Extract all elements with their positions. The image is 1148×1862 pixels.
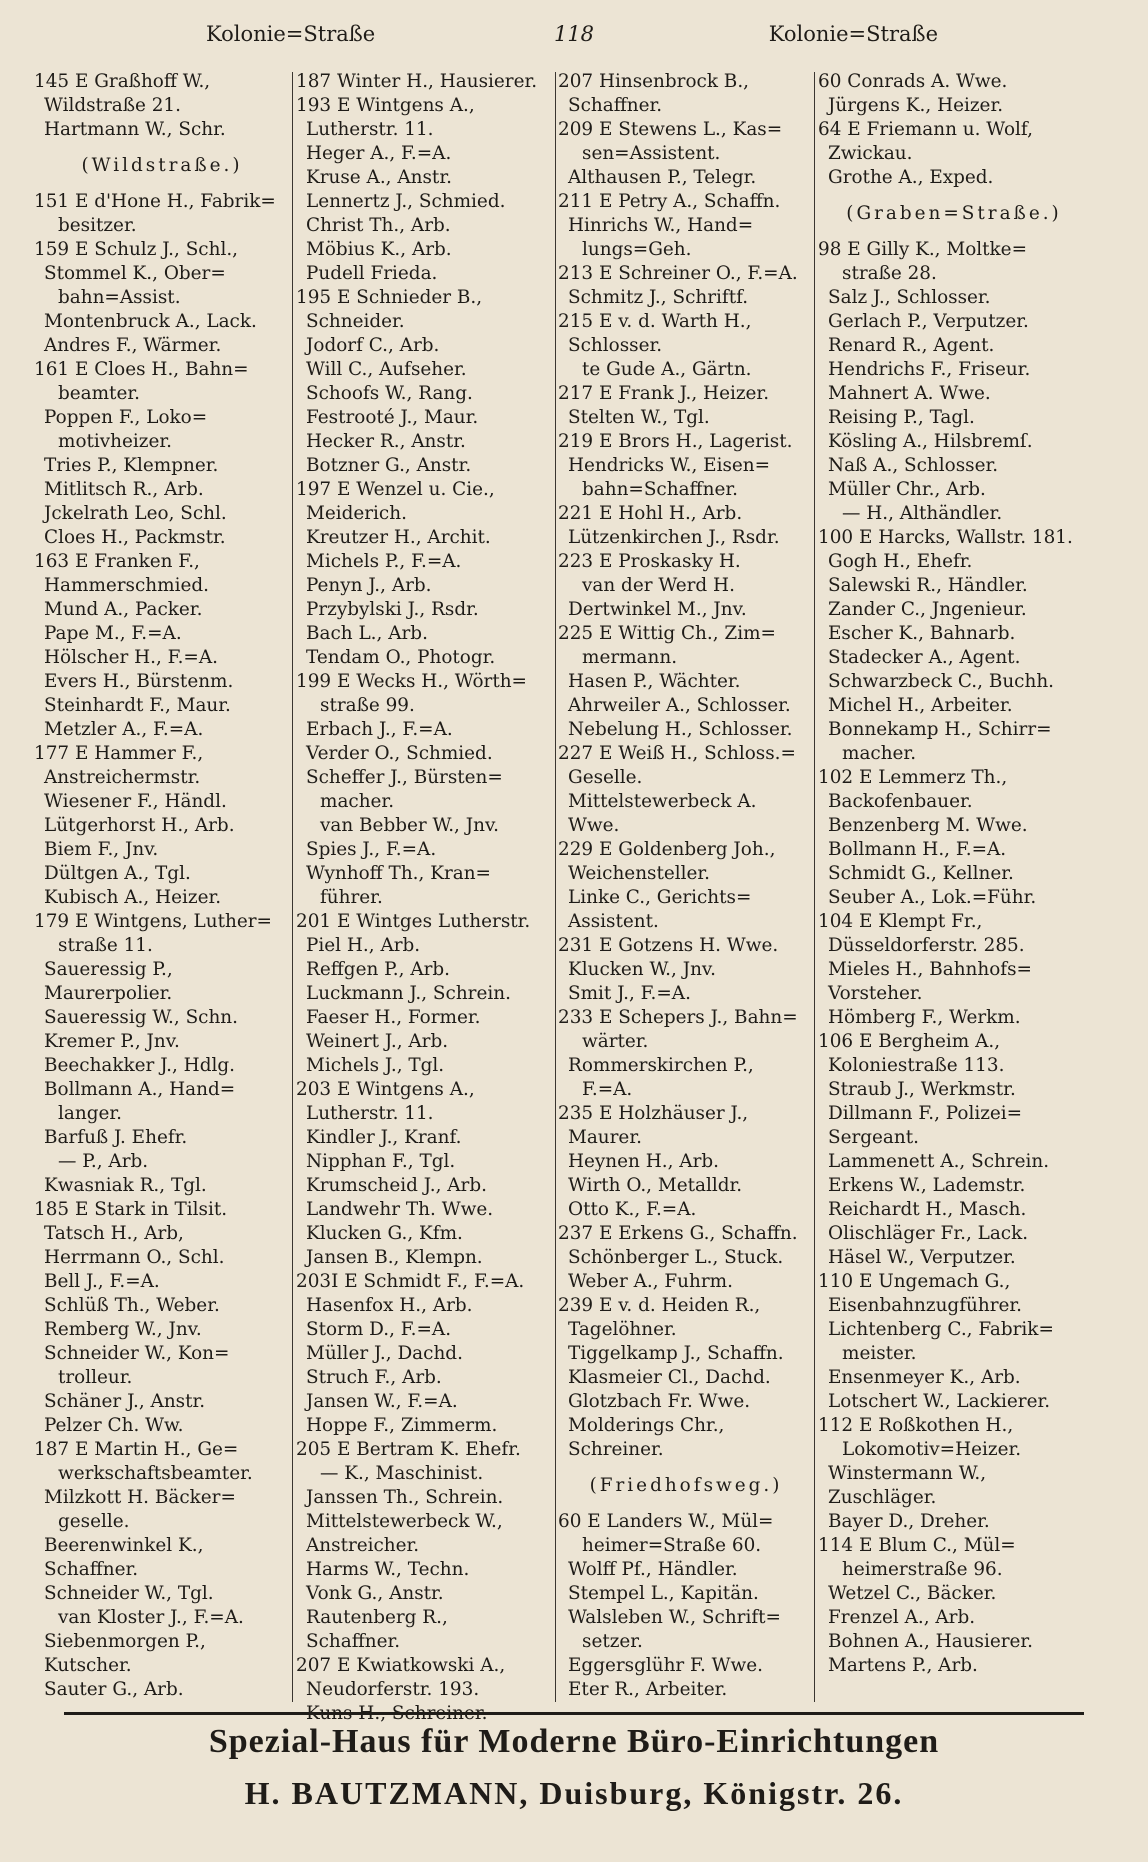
directory-entry: Salz J., Schlosser. bbox=[828, 287, 991, 308]
directory-entry: Hasenfox H., Arb. bbox=[306, 1295, 473, 1316]
directory-entry: Erbach J., F.=A. bbox=[306, 719, 453, 740]
directory-entry: Stommel K., Ober= bbox=[44, 263, 226, 284]
directory-entry: heimer=Straße 60. bbox=[582, 1535, 762, 1556]
directory-entry: 161 E Cloes H., Bahn= bbox=[34, 359, 249, 380]
directory-entry: Maurerpolier. bbox=[44, 983, 173, 1004]
directory-entry: 235 E Holzhäuser J., bbox=[558, 1103, 749, 1124]
directory-entry: — H., Althändler. bbox=[842, 503, 1003, 524]
directory-entry: Hammerschmied. bbox=[44, 575, 209, 596]
directory-entry: 201 E Wintges Lutherstr. bbox=[296, 911, 531, 932]
directory-entry: Walsleben W., Schrift= bbox=[568, 1607, 781, 1628]
directory-entry: Weichensteller. bbox=[568, 863, 711, 884]
directory-entry: Dillmann F., Polizei= bbox=[828, 1103, 1023, 1124]
directory-entry: 203I E Schmidt F., F.=A. bbox=[296, 1271, 525, 1292]
directory-entry: Gerlach P., Verputzer. bbox=[828, 311, 1029, 332]
directory-entry: 60 E Landers W., Mül= bbox=[558, 1511, 774, 1532]
directory-entry: Pudell Frieda. bbox=[306, 263, 438, 284]
directory-entry: Mund A., Packer. bbox=[44, 599, 203, 620]
directory-entry: Winstermann W., bbox=[828, 1463, 987, 1484]
directory-entry: Lichtenberg C., Fabrik= bbox=[828, 1319, 1054, 1340]
directory-entry: Michels P., F.=A. bbox=[306, 551, 462, 572]
directory-entry: Dertwinkel M., Jnv. bbox=[568, 599, 747, 620]
directory-entry: Beechakker J., Hdlg. bbox=[44, 1055, 235, 1076]
directory-entry: Herrmann O., Schl. bbox=[44, 1247, 225, 1268]
directory-entry: Luckmann J., Schrein. bbox=[306, 983, 511, 1004]
directory-entry: heimerstraße 96. bbox=[842, 1559, 1003, 1580]
directory-entry: Saueressig W., Schn. bbox=[44, 1007, 238, 1028]
directory-entry: Anstreichermstr. bbox=[44, 767, 201, 788]
directory-columns bbox=[0, 70, 1148, 1724]
directory-entry: Reichardt H., Masch. bbox=[828, 1199, 1027, 1220]
directory-entry: macher. bbox=[320, 791, 395, 812]
directory-entry: Maurer. bbox=[568, 1127, 642, 1148]
directory-entry: Storm D., F.=A. bbox=[306, 1319, 452, 1340]
directory-entry: bahn=Schaffner. bbox=[582, 479, 738, 500]
directory-entry: 203 E Wintgens A., bbox=[296, 1079, 475, 1100]
directory-entry: 185 E Stark in Tilsit. bbox=[34, 1199, 228, 1220]
directory-entry: Schäner J., Anstr. bbox=[44, 1391, 206, 1412]
page-number: 118 bbox=[553, 22, 595, 46]
directory-entry: Otto K., F.=A. bbox=[568, 1199, 697, 1220]
directory-entry: Mittelstewerbeck A. bbox=[568, 791, 757, 812]
directory-entry: Spies J., F.=A. bbox=[306, 839, 437, 860]
ad-headline: Spezial-Haus für Moderne Büro-Einrichtungen bbox=[208, 1723, 940, 1760]
header-street-left: Kolonie=Straße bbox=[206, 22, 376, 46]
directory-entry: Jürgens K., Heizer. bbox=[828, 95, 1004, 116]
directory-entry: Jansen W., F.=A. bbox=[306, 1391, 458, 1412]
directory-entry: Hendrichs F., Friseur. bbox=[828, 359, 1031, 380]
header-street-right: Kolonie=Straße bbox=[768, 22, 938, 46]
directory-entry: — P., Arb. bbox=[58, 1151, 149, 1172]
directory-entry: Faeser H., Former. bbox=[306, 1007, 481, 1028]
directory-entry: Pelzer Ch. Ww. bbox=[44, 1415, 184, 1436]
directory-entry: Wynhoff Th., Kran= bbox=[306, 863, 491, 884]
directory-entry: Jansen B., Klempn. bbox=[306, 1247, 483, 1268]
directory-entry: Assistent. bbox=[568, 911, 659, 932]
directory-entry: führer. bbox=[320, 887, 383, 908]
directory-entry: Lennertz J., Schmied. bbox=[306, 191, 506, 212]
advertisement-banner bbox=[64, 1712, 1084, 1835]
directory-entry: 197 E Wenzel u. Cie., bbox=[296, 479, 495, 500]
directory-entry: 100 E Harcks, Wallstr. 181. bbox=[818, 527, 1073, 548]
directory-entry: Lutherstr. 11. bbox=[306, 1103, 434, 1124]
directory-entry: Müller Chr., Arb. bbox=[828, 479, 986, 500]
directory-entry: Bohnen A., Hausierer. bbox=[828, 1631, 1034, 1652]
directory-entry: 177 E Hammer F., bbox=[34, 743, 204, 764]
directory-entry: Stempel L., Kapitän. bbox=[568, 1583, 759, 1604]
directory-entry: Biem F., Jnv. bbox=[44, 839, 159, 860]
directory-entry: Pape M., F.=A. bbox=[44, 623, 182, 644]
directory-column-1 bbox=[34, 70, 290, 1710]
directory-entry: Schreiner. bbox=[568, 1439, 664, 1460]
directory-entry: Nipphan F., Tgl. bbox=[306, 1151, 456, 1172]
directory-entry: Erkens W., Lademstr. bbox=[828, 1175, 1026, 1196]
directory-entry: Bach L., Arb. bbox=[306, 623, 428, 644]
directory-entry: Smit J., F.=A. bbox=[568, 983, 691, 1004]
directory-entry: wärter. bbox=[582, 1031, 649, 1052]
directory-entry: Schaffner. bbox=[568, 95, 663, 116]
directory-entry: Glotzbach Fr. Wwe. bbox=[568, 1391, 751, 1412]
directory-entry: Straub J., Werkmstr. bbox=[828, 1079, 1016, 1100]
directory-entry: Schoofs W., Rang. bbox=[306, 383, 473, 404]
directory-entry: 104 E Klempt Fr., bbox=[818, 911, 983, 932]
directory-entry: Janssen Th., Schrein. bbox=[306, 1487, 504, 1508]
directory-entry: Müller J., Dachd. bbox=[306, 1343, 463, 1364]
directory-entry: 225 E Wittig Ch., Zim= bbox=[558, 623, 776, 644]
directory-entry: trolleur. bbox=[58, 1367, 133, 1388]
directory-entry: Andres F., Wärmer. bbox=[44, 335, 222, 356]
directory-entry: Metzler A., F.=A. bbox=[44, 719, 204, 740]
directory-entry: Schneider. bbox=[306, 311, 405, 332]
directory-entry: Schmidt G., Kellner. bbox=[828, 863, 1014, 884]
directory-entry: macher. bbox=[842, 743, 917, 764]
directory-entry: geselle. bbox=[58, 1511, 130, 1532]
directory-entry: 106 E Bergheim A., bbox=[818, 1031, 1001, 1052]
directory-entry: Wwe. bbox=[568, 815, 620, 836]
directory-entry: Klasmeier Cl., Dachd. bbox=[568, 1367, 771, 1388]
directory-entry: 187 E Martin H., Ge= bbox=[34, 1439, 239, 1460]
directory-entry: 110 E Ungemach G., bbox=[818, 1271, 1011, 1292]
directory-entry: Geselle. bbox=[568, 767, 643, 788]
directory-entry: Michel H., Arbeiter. bbox=[828, 695, 1013, 716]
directory-entry: motivheizer. bbox=[58, 431, 172, 452]
directory-entry: Harms W., Techn. bbox=[306, 1559, 470, 1580]
directory-entry: Sergeant. bbox=[828, 1127, 919, 1148]
directory-entry: Kutscher. bbox=[44, 1655, 132, 1676]
directory-entry: Eisenbahnzugführer. bbox=[828, 1295, 1022, 1316]
directory-entry: Weber A., Fuhrm. bbox=[568, 1271, 733, 1292]
directory-entry: Kuns H., Schreiner. bbox=[306, 1703, 488, 1724]
directory-entry: Botzner G., Anstr. bbox=[306, 455, 472, 476]
directory-entry: Möbius K., Arb. bbox=[306, 239, 452, 260]
directory-entry: bahn=Assist. bbox=[58, 287, 181, 308]
directory-entry: Meiderich. bbox=[306, 503, 407, 524]
directory-entry: Rommerskirchen P., bbox=[568, 1055, 754, 1076]
directory-entry: Poppen F., Loko= bbox=[44, 407, 208, 428]
directory-entry: Landwehr Th. Wwe. bbox=[306, 1199, 494, 1220]
directory-entry: Kreutzer H., Archit. bbox=[306, 527, 491, 548]
directory-entry: Scheffer J., Bürsten= bbox=[306, 767, 503, 788]
directory-entry: Tatsch H., Arb, bbox=[44, 1223, 184, 1244]
directory-entry: Hömberg F., Werkm. bbox=[828, 1007, 1021, 1028]
directory-entry: Molderings Chr., bbox=[568, 1415, 725, 1436]
directory-entry: Nebelung H., Schlosser. bbox=[568, 719, 793, 740]
directory-entry: Tagelöhner. bbox=[568, 1319, 677, 1340]
directory-entry: 199 E Wecks H., Wörth= bbox=[296, 671, 527, 692]
directory-entry: 179 E Wintgens, Luther= bbox=[34, 911, 272, 932]
directory-entry: Frenzel A., Arb. bbox=[828, 1607, 976, 1628]
directory-entry: Backofenbauer. bbox=[828, 791, 973, 812]
directory-entry: Weinert J., Arb. bbox=[306, 1031, 449, 1052]
directory-entry: Martens P., Arb. bbox=[828, 1655, 978, 1676]
directory-entry: Seuber A., Lok.=Führ. bbox=[828, 887, 1037, 908]
directory-entry: Düsseldorferstr. 285. bbox=[828, 935, 1025, 956]
directory-entry: Mahnert A. Wwe. bbox=[828, 383, 991, 404]
directory-entry: straße 99. bbox=[320, 695, 415, 716]
page-header bbox=[40, 22, 1108, 56]
directory-entry: Kösling A., Hilsbremſ. bbox=[828, 431, 1033, 452]
directory-entry: 145 E Graßhoff W., bbox=[34, 71, 211, 92]
directory-entry: Schneider W., Tgl. bbox=[44, 1583, 214, 1604]
directory-entry: meister. bbox=[842, 1343, 917, 1364]
directory-entry: Althausen P., Telegr. bbox=[568, 167, 757, 188]
directory-entry: Bollmann H., F.=A. bbox=[828, 839, 1007, 860]
directory-entry: Przybylski J., Rsdr. bbox=[306, 599, 479, 620]
directory-entry: 60 Conrads A. Wwe. bbox=[818, 71, 1008, 92]
directory-entry: Bollmann A., Hand= bbox=[44, 1079, 236, 1100]
directory-entry: 219 E Brors H., Lagerist. bbox=[558, 431, 793, 452]
directory-entry: Ensenmeyer K., Arb. bbox=[828, 1367, 1021, 1388]
directory-entry: 209 E Stewens L., Kas= bbox=[558, 119, 783, 140]
directory-entry: van Kloster J., F.=A. bbox=[58, 1607, 244, 1628]
directory-entry: van der Werd H. bbox=[582, 575, 735, 596]
directory-entry: Milzkott H. Bäcker= bbox=[44, 1487, 236, 1508]
directory-entry: beamter. bbox=[58, 383, 140, 404]
section-heading: (Wildstraße.) bbox=[81, 155, 243, 176]
section-heading: (Friedhofsweg.) bbox=[589, 1475, 783, 1496]
directory-entry: Salewski R., Händler. bbox=[828, 575, 1028, 596]
section-heading: (Graben=Straße.) bbox=[846, 203, 1062, 224]
directory-entry: Klucken W., Jnv. bbox=[568, 959, 716, 980]
directory-entry: 231 E Gotzens H. Wwe. bbox=[558, 935, 779, 956]
directory-entry: Penyn J., Arb. bbox=[306, 575, 432, 596]
directory-entry: Hendricks W., Eisen= bbox=[568, 455, 771, 476]
directory-entry: Kremer P., Jnv. bbox=[44, 1031, 180, 1052]
directory-entry: Piel H., Arb. bbox=[306, 935, 421, 956]
directory-entry: Steinhardt F., Maur. bbox=[44, 695, 231, 716]
directory-entry: Schwarzbeck C., Buchh. bbox=[828, 671, 1055, 692]
directory-entry: Tendam O., Photogr. bbox=[306, 647, 496, 668]
directory-entry: Stadecker A., Agent. bbox=[828, 647, 1021, 668]
directory-entry: Krumscheid J., Arb. bbox=[306, 1175, 487, 1196]
directory-entry: Zwickau. bbox=[828, 143, 913, 164]
directory-entry: Reffgen P., Arb. bbox=[306, 959, 451, 980]
directory-entry: 211 E Petry A., Schaffn. bbox=[558, 191, 781, 212]
directory-entry: Wirth O., Metalldr. bbox=[568, 1175, 743, 1196]
directory-entry: straße 11. bbox=[58, 935, 153, 956]
directory-entry: Stelten W., Tgl. bbox=[568, 407, 710, 428]
directory-entry: F.=A. bbox=[582, 1079, 633, 1100]
directory-entry: Grothe A., Exped. bbox=[828, 167, 994, 188]
directory-entry: 223 E Proskasky H. bbox=[558, 551, 741, 572]
directory-entry: Sauter G., Arb. bbox=[44, 1679, 184, 1700]
directory-entry: werkschaftsbeamter. bbox=[58, 1463, 253, 1484]
directory-entry: 207 E Kwiatkowski A., bbox=[296, 1655, 506, 1676]
directory-entry: sen=Assistent. bbox=[582, 143, 721, 164]
directory-entry: Ahrweiler A., Schlosser. bbox=[568, 695, 791, 716]
directory-entry: Lützenkirchen J., Rsdr. bbox=[568, 527, 780, 548]
directory-entry: 163 E Franken F., bbox=[34, 551, 200, 572]
directory-entry: Renard R., Agent. bbox=[828, 335, 995, 356]
directory-entry: Will C., Aufseher. bbox=[306, 359, 467, 380]
directory-entry: Zander C., Jngenieur. bbox=[828, 599, 1027, 620]
directory-entry: Lütgerhorst H., Arb. bbox=[44, 815, 235, 836]
directory-entry: Schlüß Th., Weber. bbox=[44, 1295, 220, 1316]
directory-entry: Dültgen A., Tgl. bbox=[44, 863, 191, 884]
directory-entry: van Bebber W., Jnv. bbox=[320, 815, 500, 836]
directory-entry: Tiggelkamp J., Schaffn. bbox=[568, 1343, 784, 1364]
directory-entry: Festrooté J., Maur. bbox=[306, 407, 479, 428]
directory-entry: Gogh H., Ehefr. bbox=[828, 551, 973, 572]
directory-entry: Wildstraße 21. bbox=[44, 95, 181, 116]
directory-entry: Jckelrath Leo, Schl. bbox=[44, 503, 227, 524]
directory-entry: Remberg W., Jnv. bbox=[44, 1319, 202, 1340]
directory-entry: Kruse A., Anstr. bbox=[306, 167, 452, 188]
directory-entry: Schneider W., Kon= bbox=[44, 1343, 230, 1364]
ad-company: H. BAUTZMANN, Duisburg, Königstr. 26. bbox=[244, 1775, 904, 1811]
directory-entry: Rautenberg R., bbox=[306, 1607, 448, 1628]
directory-entry: besitzer. bbox=[58, 215, 137, 236]
directory-column-4 bbox=[818, 70, 1090, 1710]
directory-entry: Schmitz J., Schriftf. bbox=[568, 287, 749, 308]
directory-entry: 193 E Wintgens A., bbox=[296, 95, 475, 116]
directory-entry: Zuschläger. bbox=[828, 1487, 937, 1508]
directory-entry: Reising P., Tagl. bbox=[828, 407, 975, 428]
directory-entry: 187 Winter H., Hausierer. bbox=[296, 71, 538, 92]
directory-entry: Schlosser. bbox=[568, 335, 663, 356]
directory-entry: Christ Th., Arb. bbox=[306, 215, 451, 236]
directory-column-3 bbox=[558, 70, 814, 1710]
directory-entry: Mitlitsch R., Arb. bbox=[44, 479, 204, 500]
directory-entry: Naß A., Schlosser. bbox=[828, 455, 999, 476]
directory-entry: Wiesener F., Händl. bbox=[44, 791, 227, 812]
directory-entry: 237 E Erkens G., Schaffn. bbox=[558, 1223, 798, 1244]
directory-entry: Verder O., Schmied. bbox=[306, 743, 493, 764]
directory-entry: straße 28. bbox=[842, 263, 937, 284]
directory-entry: 213 E Schreiner O., F.=A. bbox=[558, 263, 798, 284]
directory-entry: 159 E Schulz J., Schl., bbox=[34, 239, 239, 260]
directory-entry: Beerenwinkel K., bbox=[44, 1535, 204, 1556]
directory-entry: 205 E Bertram K. Ehefr. bbox=[296, 1439, 521, 1460]
directory-entry: Vonk G., Anstr. bbox=[306, 1583, 444, 1604]
directory-entry: 233 E Schepers J., Bahn= bbox=[558, 1007, 798, 1028]
directory-entry: Benzenberg M. Wwe. bbox=[828, 815, 1028, 836]
directory-entry: Barfuß J. Ehefr. bbox=[44, 1127, 188, 1148]
directory-entry: Heynen H., Arb. bbox=[568, 1151, 719, 1172]
directory-entry: Bayer D., Dreher. bbox=[828, 1511, 990, 1532]
directory-entry: Wetzel C., Bäcker. bbox=[828, 1583, 997, 1604]
directory-entry: Lotschert W., Lackierer. bbox=[828, 1391, 1051, 1412]
directory-entry: 114 E Blum C., Mül= bbox=[818, 1535, 1016, 1556]
directory-entry: Hoppe F., Zimmerm. bbox=[306, 1415, 498, 1436]
directory-entry: — K., Maschinist. bbox=[320, 1463, 484, 1484]
directory-entry: Hartmann W., Schr. bbox=[44, 119, 226, 140]
directory-entry: Montenbruck A., Lack. bbox=[44, 311, 257, 332]
directory-entry: 64 E Friemann u. Wolf, bbox=[818, 119, 1033, 140]
directory-entry: Lutherstr. 11. bbox=[306, 119, 434, 140]
directory-entry: 217 E Frank J., Heizer. bbox=[558, 383, 770, 404]
directory-entry: 102 E Lemmerz Th., bbox=[818, 767, 1008, 788]
directory-entry: Siebenmorgen P., bbox=[44, 1631, 206, 1652]
directory-entry: langer. bbox=[58, 1103, 122, 1124]
directory-entry: Tries P., Klempner. bbox=[44, 455, 219, 476]
directory-entry: Struch F., Arb. bbox=[306, 1367, 442, 1388]
directory-entry: mermann. bbox=[582, 647, 678, 668]
directory-entry: 227 E Weiß H., Schloss.= bbox=[558, 743, 796, 764]
directory-entry: Kwasniak R., Tgl. bbox=[44, 1175, 207, 1196]
directory-entry: Schönberger L., Stuck. bbox=[568, 1247, 784, 1268]
directory-entry: Jodorf C., Arb. bbox=[306, 335, 440, 356]
directory-entry: Evers H., Bürstenm. bbox=[44, 671, 234, 692]
directory-entry: Lokomotiv=Heizer. bbox=[842, 1439, 1022, 1460]
directory-entry: Michels J., Tgl. bbox=[306, 1055, 445, 1076]
directory-entry: Olischläger Fr., Lack. bbox=[828, 1223, 1029, 1244]
directory-entry: 195 E Schnieder B., bbox=[296, 287, 483, 308]
directory-entry: Hasen P., Wächter. bbox=[568, 671, 741, 692]
directory-entry: Bell J., F.=A. bbox=[44, 1271, 160, 1292]
directory-column-2 bbox=[296, 70, 554, 1724]
directory-entry: 98 E Gilly K., Moltke= bbox=[818, 239, 1027, 260]
directory-entry: Mieles H., Bahnhofs= bbox=[828, 959, 1032, 980]
directory-entry: Cloes H., Packmstr. bbox=[44, 527, 226, 548]
directory-entry: Saueressig P., bbox=[44, 959, 173, 980]
directory-entry: Eggersglühr F. Wwe. bbox=[568, 1655, 764, 1676]
directory-entry: Mittelstewerbeck W., bbox=[306, 1511, 503, 1532]
directory-entry: Kubisch A., Heizer. bbox=[44, 887, 222, 908]
directory-entry: Häsel W., Verputzer. bbox=[828, 1247, 1016, 1268]
directory-entry: 207 Hinsenbrock B., bbox=[558, 71, 750, 92]
directory-entry: Hecker R., Anstr. bbox=[306, 431, 466, 452]
directory-entry: Lammenett A., Schrein. bbox=[828, 1151, 1050, 1172]
directory-entry: Klucken G., Kfm. bbox=[306, 1223, 463, 1244]
directory-entry: setzer. bbox=[582, 1631, 643, 1652]
directory-entry: 151 E d'Hone H., Fabrik= bbox=[34, 191, 276, 212]
directory-entry: Neudorferstr. 193. bbox=[306, 1679, 480, 1700]
directory-entry: Vorsteher. bbox=[828, 983, 923, 1004]
directory-entry: Schaffner. bbox=[44, 1559, 139, 1580]
directory-entry: Eter R., Arbeiter. bbox=[568, 1679, 728, 1700]
directory-entry: 215 E v. d. Warth H., bbox=[558, 311, 752, 332]
directory-entry: Schaffner. bbox=[306, 1631, 401, 1652]
directory-entry: lungs=Geh. bbox=[582, 239, 692, 260]
directory-entry: 112 E Roßkothen H., bbox=[818, 1415, 1014, 1436]
directory-entry: Koloniestraße 113. bbox=[828, 1055, 1005, 1076]
directory-entry: Heger A., F.=A. bbox=[306, 143, 452, 164]
directory-entry: 221 E Hohl H., Arb. bbox=[558, 503, 743, 524]
directory-entry: te Gude A., Gärtn. bbox=[582, 359, 752, 380]
directory-entry: Hölscher H., F.=A. bbox=[44, 647, 218, 668]
directory-entry: 239 E v. d. Heiden R., bbox=[558, 1295, 761, 1316]
directory-entry: Bonnekamp H., Schirr= bbox=[828, 719, 1052, 740]
directory-entry: Hinrichs W., Hand= bbox=[568, 215, 754, 236]
directory-entry: Escher K., Bahnarb. bbox=[828, 623, 1016, 644]
directory-entry: 229 E Goldenberg Joh., bbox=[558, 839, 776, 860]
directory-entry: Kindler J., Kranf. bbox=[306, 1127, 462, 1148]
directory-entry: Wolff Pf., Händler. bbox=[568, 1559, 738, 1580]
directory-entry: Anstreicher. bbox=[306, 1535, 420, 1556]
directory-entry: Linke C., Gerichts= bbox=[568, 887, 752, 908]
